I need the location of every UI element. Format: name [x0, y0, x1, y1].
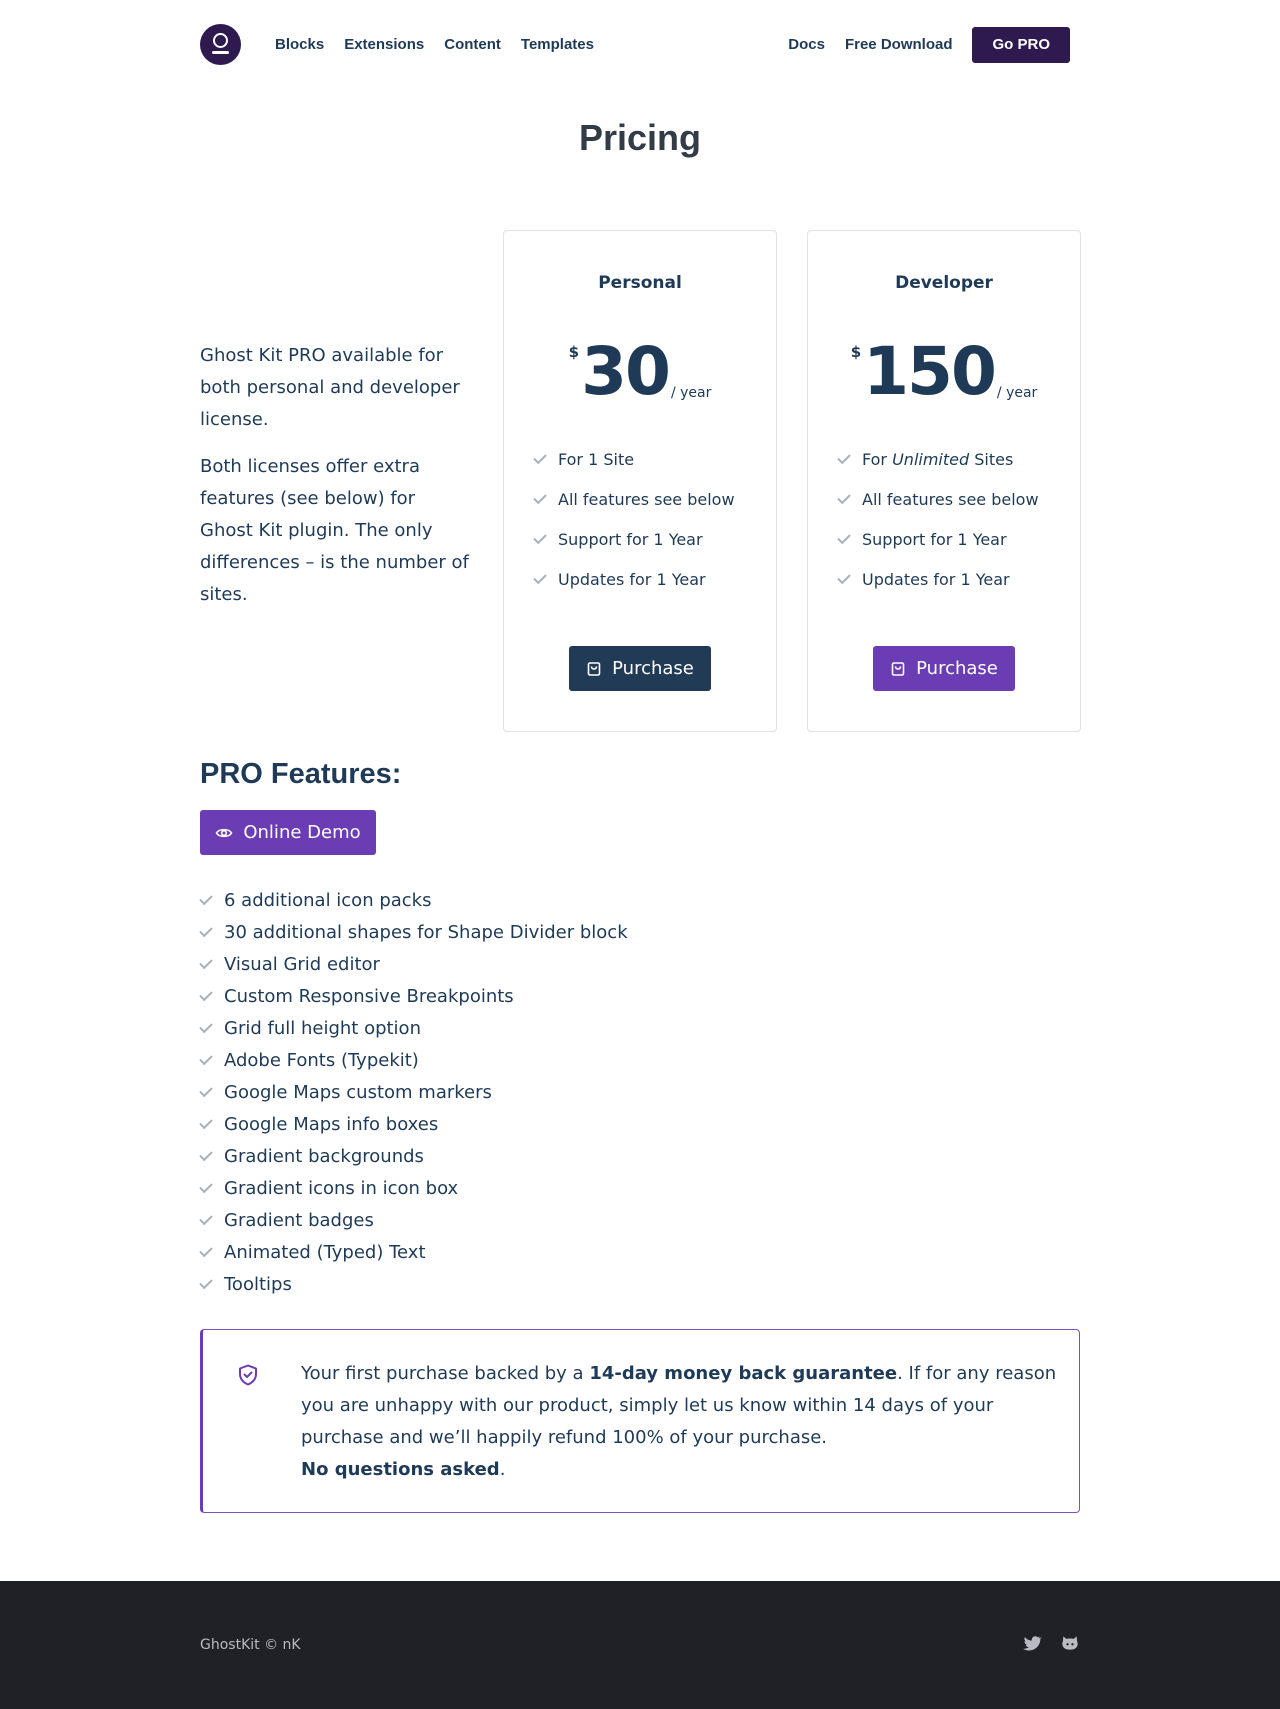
list-item: Visual Grid editor	[200, 948, 628, 980]
online-demo-button[interactable]	[200, 810, 376, 855]
github-icon[interactable]	[1060, 1633, 1080, 1653]
intro-paragraph-1: Ghost Kit PRO available for both personal and developer license.	[200, 345, 460, 430]
secondary-nav	[788, 24, 1070, 65]
check-icon	[199, 1115, 212, 1128]
check-icon	[837, 570, 850, 583]
plan-name: Developer	[895, 273, 993, 293]
plan-feature: Support for 1 Year	[838, 519, 1039, 559]
plan-price	[808, 333, 1080, 410]
check-icon	[199, 955, 212, 968]
nav-docs[interactable]: Docs	[788, 36, 825, 53]
pro-features-list	[200, 884, 628, 1300]
check-icon	[199, 923, 212, 936]
plan-feature: For 1 Site	[534, 439, 735, 479]
check-icon	[533, 490, 546, 503]
shield-check-icon	[236, 1363, 260, 1387]
price-currency: $	[850, 343, 862, 361]
plan-feature: Updates for 1 Year	[838, 559, 1039, 599]
list-item: Google Maps info boxes	[200, 1108, 628, 1140]
plan-features	[534, 439, 735, 599]
plan-feature: Updates for 1 Year	[534, 559, 735, 599]
check-icon	[533, 570, 546, 583]
check-icon	[199, 987, 212, 1000]
plan-feature: Support for 1 Year	[534, 519, 735, 559]
intro-paragraph-2: Both licenses offer extra features (see below) for Ghost Kit plugin. The only differences – is the number of sites.	[200, 456, 469, 605]
check-icon	[837, 530, 850, 543]
plan-name: Personal	[598, 273, 682, 293]
check-icon	[533, 530, 546, 543]
plan-feature: All features see below	[534, 479, 735, 519]
nav-extensions[interactable]: Extensions	[344, 36, 425, 53]
main-nav	[275, 24, 594, 65]
plan-feature: All features see below	[838, 479, 1039, 519]
list-item: Gradient backgrounds	[200, 1140, 628, 1172]
shopping-bag-icon	[586, 661, 602, 677]
go-pro-button[interactable]: Go PRO	[972, 27, 1070, 63]
list-item: Adobe Fonts (Typekit)	[200, 1044, 628, 1076]
twitter-icon[interactable]	[1022, 1633, 1042, 1653]
purchase-developer-button[interactable]	[873, 646, 1015, 691]
list-item: Gradient icons in icon box	[200, 1172, 628, 1204]
list-item: Grid full height option	[200, 1012, 628, 1044]
price-period: / year	[996, 385, 1038, 401]
purchase-personal-button[interactable]	[569, 646, 711, 691]
plan-feature: For Unlimited Sites	[838, 439, 1039, 479]
money-back-guarantee	[200, 1329, 1080, 1513]
check-icon	[199, 1179, 212, 1192]
pricing-intro	[200, 340, 470, 626]
check-icon	[837, 490, 850, 503]
list-item: Google Maps custom markers	[200, 1076, 628, 1108]
check-icon	[199, 1051, 212, 1064]
eye-icon	[215, 824, 233, 842]
check-icon	[199, 1275, 212, 1288]
nav-blocks[interactable]: Blocks	[275, 36, 325, 53]
pro-features-heading: PRO Features:	[200, 758, 402, 790]
price-amount: 30	[581, 333, 669, 410]
social-links	[1022, 1633, 1080, 1653]
list-item: Animated (Typed) Text	[200, 1236, 628, 1268]
pricing-card-developer	[807, 230, 1081, 732]
check-icon	[837, 450, 850, 463]
list-item: Custom Responsive Breakpoints	[200, 980, 628, 1012]
check-icon	[199, 1211, 212, 1224]
nav-free-download[interactable]: Free Download	[844, 36, 953, 53]
copyright: GhostKit © nK	[200, 1637, 301, 1653]
price-currency: $	[568, 343, 580, 361]
plan-features	[838, 439, 1039, 599]
nav-content[interactable]: Content	[444, 36, 501, 53]
list-item: 6 additional icon packs	[200, 884, 628, 916]
check-icon	[199, 1019, 212, 1032]
check-icon	[199, 891, 212, 904]
purchase-label: Purchase	[612, 658, 694, 679]
site-footer	[0, 1581, 1280, 1709]
check-icon	[199, 1083, 212, 1096]
ghostkit-logo-icon[interactable]	[200, 24, 241, 65]
site-header	[200, 24, 1080, 66]
list-item: Gradient badges	[200, 1204, 628, 1236]
price-amount: 150	[863, 333, 995, 410]
pricing-card-personal	[503, 230, 777, 732]
check-icon	[199, 1147, 212, 1160]
check-icon	[533, 450, 546, 463]
nav-templates[interactable]: Templates	[520, 36, 594, 53]
online-demo-label: Online Demo	[243, 822, 361, 843]
page-title: Pricing	[578, 117, 702, 158]
price-period: / year	[670, 385, 712, 401]
guarantee-text: Your first purchase backed by a 14-day money back guarantee. If for any reason you are unhappy with our product, simply let us know within 14 days of your purchase and we’ll happily refund 100% of your purchase. No questions asked.	[301, 1363, 1057, 1480]
list-item: 30 additional shapes for Shape Divider block	[200, 916, 628, 948]
shopping-bag-icon	[890, 661, 906, 677]
list-item: Tooltips	[200, 1268, 628, 1300]
check-icon	[199, 1243, 212, 1256]
plan-price	[504, 333, 776, 410]
purchase-label: Purchase	[916, 658, 998, 679]
